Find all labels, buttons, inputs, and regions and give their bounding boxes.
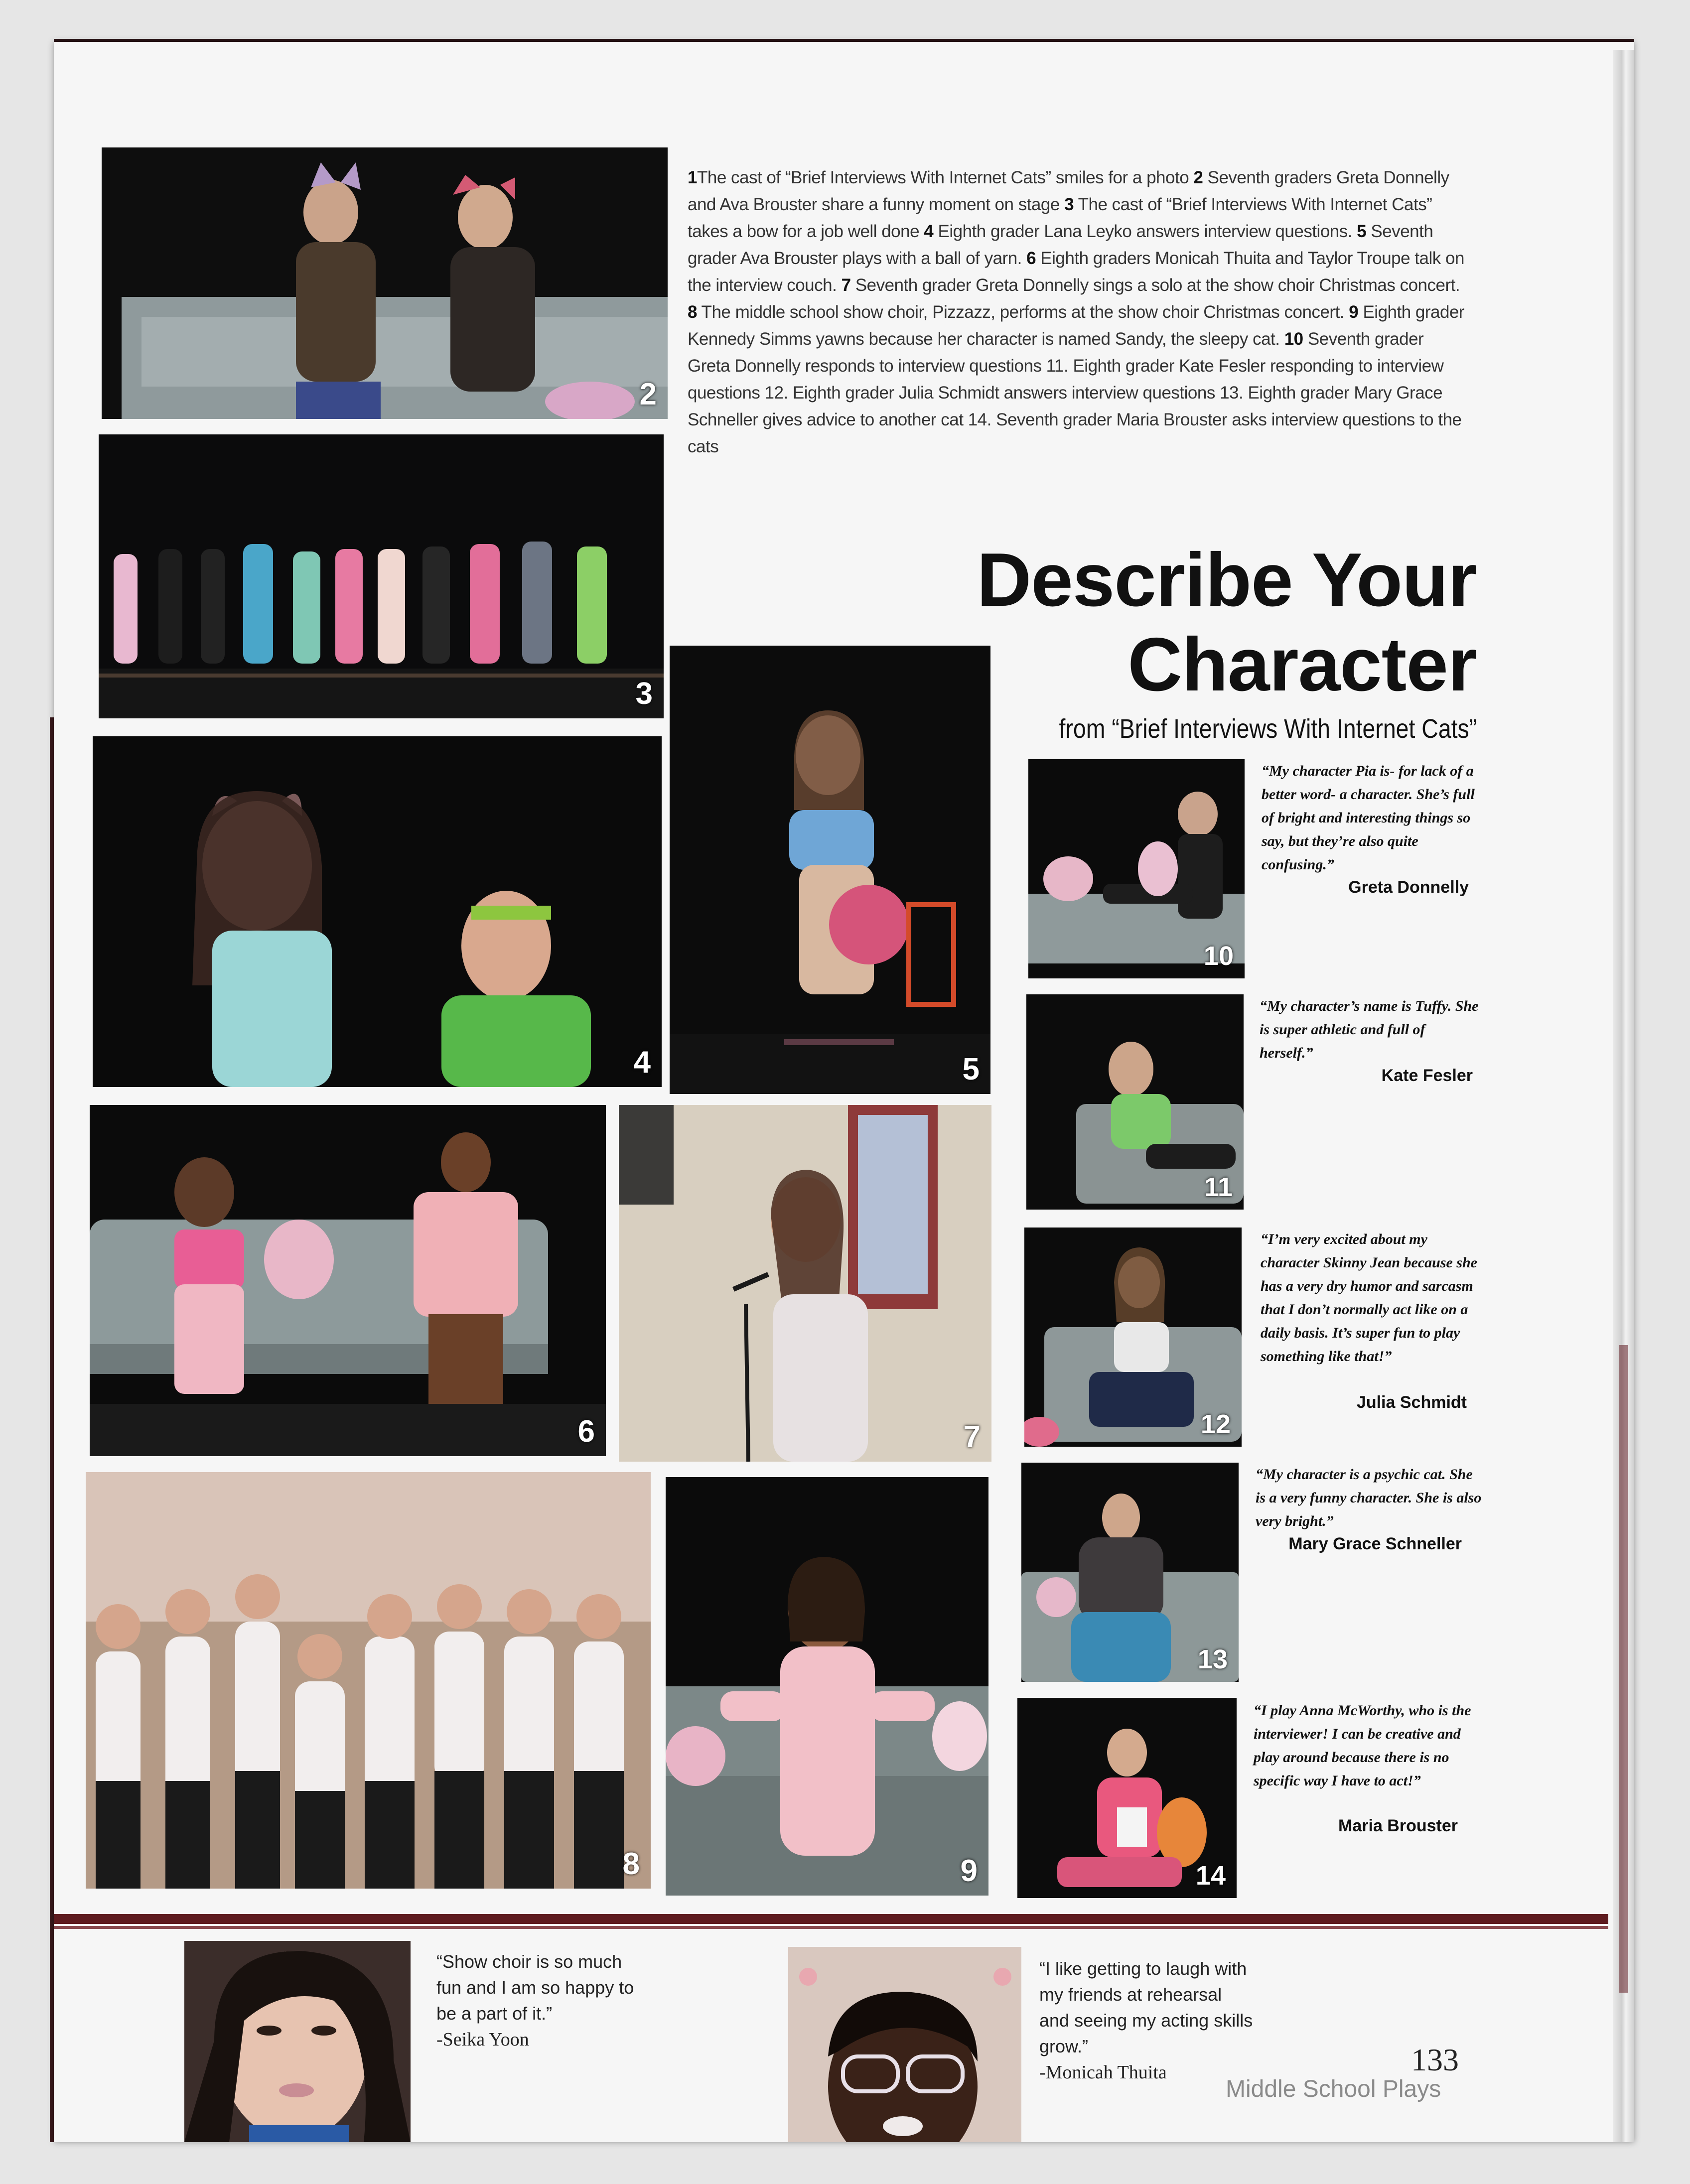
portrait-seika-yoon bbox=[184, 1941, 411, 2142]
photo-6 bbox=[90, 1105, 606, 1456]
character-quote: “My character Pia is- for lack of a better word- a character. She’s full of bright and interesting things so say, but they’re also quite confusing.” bbox=[1262, 763, 1475, 873]
photo-3 bbox=[99, 434, 664, 718]
quote-attribution: Mary Grace Schneller bbox=[1288, 1534, 1462, 1553]
photo-number: 9 bbox=[960, 1854, 978, 1888]
portrait-monicah-thuita bbox=[788, 1947, 1021, 2142]
caption-number: 8 bbox=[688, 302, 697, 322]
caption-number: 3 bbox=[1064, 195, 1074, 214]
photo-5 bbox=[670, 646, 990, 1094]
caption-text: Seventh grader Greta Donnelly responds to interview questions 11. Eighth grader Kate Fesler responding to interview questions 12. Eighth grader Julia Schmidt answers interview questions 13. Eighth grader Mary Grace Schneller gives advice to another cat 14. Seventh grader Maria Brouster asks interview questions to the cats bbox=[688, 329, 1462, 456]
caption-text: The middle school show choir, Pizzazz, performs at the show choir Christmas concert. bbox=[697, 302, 1349, 322]
portrait-image bbox=[184, 1941, 411, 2142]
photo-number: 6 bbox=[577, 1414, 595, 1449]
caption-number: 1 bbox=[688, 168, 697, 187]
photo-number: 10 bbox=[1203, 941, 1234, 971]
page-edge-marker bbox=[1619, 1345, 1628, 1993]
feature-title-line-2: Character bbox=[1127, 622, 1477, 707]
photo-4 bbox=[93, 736, 662, 1087]
photo-number: 14 bbox=[1195, 1861, 1226, 1891]
photo-13 bbox=[1021, 1463, 1239, 1682]
caption-number: 7 bbox=[841, 275, 851, 295]
photo-number: 5 bbox=[962, 1052, 980, 1087]
section-label: Middle School Plays bbox=[1226, 2076, 1441, 2102]
page-number: 133 bbox=[1411, 2042, 1459, 2077]
character-quote: “I play Anna McWorthy, who is the interviewer! I can be creative and play around because there is no specific way I have to act!” bbox=[1254, 1702, 1471, 1789]
photo-number: 7 bbox=[963, 1420, 981, 1454]
caption-number: 5 bbox=[1357, 222, 1367, 241]
photo-number: 11 bbox=[1204, 1172, 1233, 1202]
character-quote: “I’m very excited about my character Skinny Jean because she has a very dry humor and sarcasm that I don’t normally act like on a daily basis. It’s super fun to play something like that!” bbox=[1261, 1231, 1477, 1365]
accent-band-thin bbox=[54, 1926, 1608, 1929]
photo-captions bbox=[688, 164, 1465, 460]
caption-number: 6 bbox=[1026, 249, 1036, 268]
quote-attribution: Maria Brouster bbox=[1338, 1816, 1458, 1835]
student-quote bbox=[436, 1949, 646, 2052]
photo-2 bbox=[102, 147, 668, 419]
caption-text: The cast of “Brief Interviews With Internet Cats” takes a bow for a job well done bbox=[688, 195, 1432, 241]
caption-text: The cast of “Brief Interviews With Internet Cats” smiles for a photo bbox=[697, 168, 1194, 187]
photo-4-image bbox=[93, 736, 662, 1087]
photo-12 bbox=[1024, 1228, 1242, 1447]
character-quote: “My character is a psychic cat. She is a very funny character. She is also very bright.” bbox=[1256, 1466, 1482, 1529]
caption-text: Eighth graders Monicah Thuita and Taylor Troupe talk on the interview couch. bbox=[688, 249, 1464, 295]
caption-text: Seventh grader Greta Donnelly sings a solo at the show choir Christmas concert. bbox=[850, 275, 1460, 295]
photo-number: 13 bbox=[1197, 1644, 1228, 1674]
character-quote: “My character’s name is Tuffy. She is super athletic and full of herself.” bbox=[1260, 998, 1479, 1061]
portrait-image bbox=[788, 1947, 1021, 2142]
caption-text: Eighth grader Lana Leyko answers interview questions. bbox=[933, 222, 1357, 241]
photo-8 bbox=[86, 1472, 651, 1889]
caption-text: Eighth grader Kennedy Simms yawns because her character is named Sandy, the sleepy cat. bbox=[688, 302, 1465, 349]
photo-9-image bbox=[666, 1477, 988, 1896]
photo-2-image bbox=[102, 147, 668, 419]
student-quote-text: “Show choir is so much fun and I am so happy to be a part of it.” bbox=[436, 1951, 634, 2024]
caption-text: Seventh graders Greta Donnelly and Ava Brouster share a funny moment on stage bbox=[688, 168, 1449, 214]
photo-number: 8 bbox=[622, 1847, 640, 1881]
student-quote-text: “I like getting to laugh with my friends at rehearsal and seeing my acting skills grow.” bbox=[1039, 1958, 1253, 2056]
quote-attribution: Julia Schmidt bbox=[1356, 1393, 1467, 1412]
photo-7-image bbox=[619, 1105, 991, 1462]
student-quote-signature: -Seika Yoon bbox=[436, 2029, 529, 2050]
caption-text: Seventh grader Ava Brouster plays with a ball of yarn. bbox=[688, 222, 1433, 268]
caption-number: 10 bbox=[1284, 329, 1303, 349]
student-quote bbox=[1039, 1956, 1254, 2085]
photo-5-image bbox=[670, 646, 990, 1094]
feature-title-line-1: Describe Your bbox=[977, 538, 1477, 622]
student-quote-signature: -Monicah Thuita bbox=[1039, 2062, 1167, 2083]
photo-number: 4 bbox=[633, 1045, 651, 1080]
photo-11 bbox=[1026, 994, 1244, 1210]
photo-number: 3 bbox=[635, 677, 653, 711]
feature-subtitle: from “Brief Interviews With Internet Cats” bbox=[1059, 714, 1477, 744]
photo-7 bbox=[619, 1105, 991, 1462]
quote-attribution: Kate Fesler bbox=[1381, 1066, 1473, 1085]
photo-10 bbox=[1028, 759, 1245, 978]
photo-9 bbox=[666, 1477, 988, 1896]
caption-number: 9 bbox=[1349, 302, 1359, 322]
photo-3-image bbox=[99, 434, 664, 718]
photo-14 bbox=[1017, 1698, 1237, 1898]
quote-attribution: Greta Donnelly bbox=[1348, 878, 1469, 897]
photo-6-image bbox=[90, 1105, 606, 1456]
caption-number: 2 bbox=[1193, 168, 1203, 187]
photo-number: 2 bbox=[639, 377, 657, 411]
accent-band bbox=[54, 1914, 1608, 1924]
caption-number: 4 bbox=[924, 222, 934, 241]
photo-number: 12 bbox=[1200, 1409, 1231, 1439]
photo-8-image bbox=[86, 1472, 651, 1889]
